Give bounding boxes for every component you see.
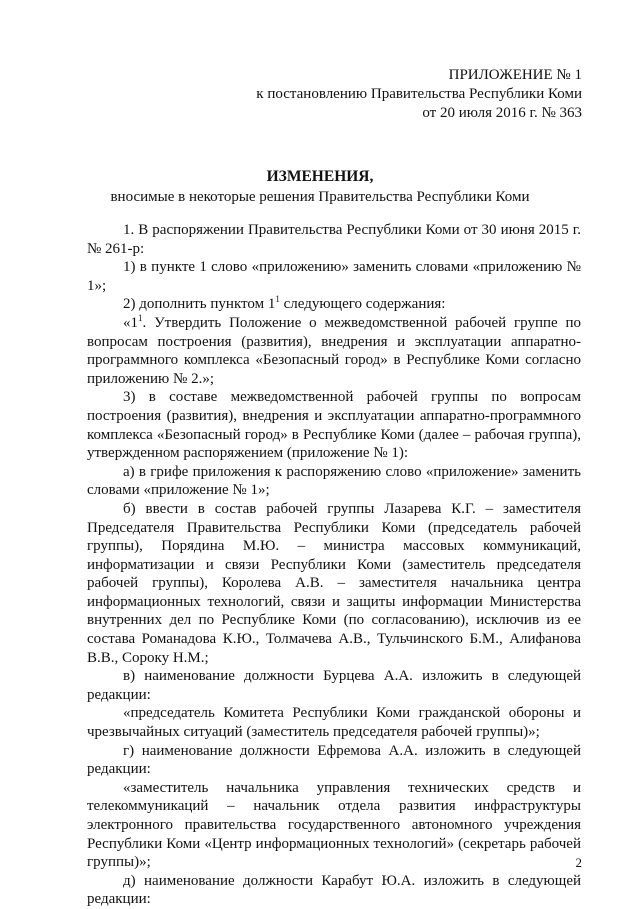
page-number: 2 [575, 855, 582, 870]
appendix-resolution: к постановлению Правительства Республики Коми [256, 86, 582, 102]
document-body [87, 221, 581, 909]
superscript: 1 [138, 312, 143, 323]
appendix-number: ПРИЛОЖЕНИЕ № 1 [448, 67, 582, 83]
document-title: ИЗМЕНЕНИЯ, [266, 168, 374, 185]
paragraph: «председатель Комитета Республики Коми гражданской обороны и чрезвычайных ситуаций (заместитель председателя рабочей группы)»; [87, 705, 581, 741]
paragraph: 3) в составе межведомственной рабочей группы по вопросам построения (развития), внедрения и эксплуатации аппаратно-программного комплекса «Безопасный город» в Республике Коми (далее – рабочая группа), утвержденном распоряжением (приложение № 1): [87, 389, 581, 462]
paragraph: д) наименование должности Карабут Ю.А. изложить в следующей редакции: [87, 872, 581, 908]
superscript: 1 [275, 294, 280, 305]
paragraph: г) наименование должности Ефремова А.А. изложить в следующей редакции: [87, 742, 581, 778]
appendix-date: от 20 июля 2016 г. № 363 [422, 105, 582, 121]
paragraph: 2) дополнить пунктом $1^1$ следующего содержания: [123, 294, 446, 313]
document-subtitle: вносимые в некоторые решения Правительства Республики Коми [110, 189, 530, 205]
paragraph: а) в грифе приложения к распоряжению слово «приложение» заменить словами «приложение № 1»; [87, 463, 581, 499]
paragraph: б) ввести в состав рабочей группы Лазарева К.Г. – заместителя Председателя Правительства Республики Коми (председатель рабочей группы), Порядина М.Ю. – министра массовых коммуникаций, информатизации и связи Республики Коми (заместитель председателя рабочей группы), Королева А.В. – заместителя начальника центра информационных технологий, связи и защиты информации Министерства внутренних дел по Республике Коми (по согласованию), исключив из ее состава Романадова К.Ю., Толмачева А.В., Тульчинского Б.М., Алифанова В.В., Сороку Н.М.; [87, 500, 581, 666]
paragraph: «заместитель начальника управления технических средств и телекоммуникаций – начальник отдела развития инфраструктуры электронного правительства государственного автономного учреждения Республики Коми «Центр информационных технологий» (секретарь рабочей группы)»; [87, 779, 581, 871]
paragraph: 1. В распоряжении Правительства Республики Коми от 30 июня 2015 г. № 261-р: [87, 222, 581, 257]
paragraph: в) наименование должности Бурцева А.А. изложить в следующей редакции: [87, 668, 581, 703]
appendix-header [256, 66, 582, 123]
paragraph: «$1^1$. Утвердить Положение о межведомственной рабочей группе по вопросам построения (развития), внедрения и эксплуатации аппаратно-программного комплекса «Безопасный город» в Республике Коми согласно приложению № 2.»; [87, 312, 581, 387]
paragraph: 1) в пункте 1 слово «приложению» заменить словами «приложению № 1»; [87, 259, 581, 294]
